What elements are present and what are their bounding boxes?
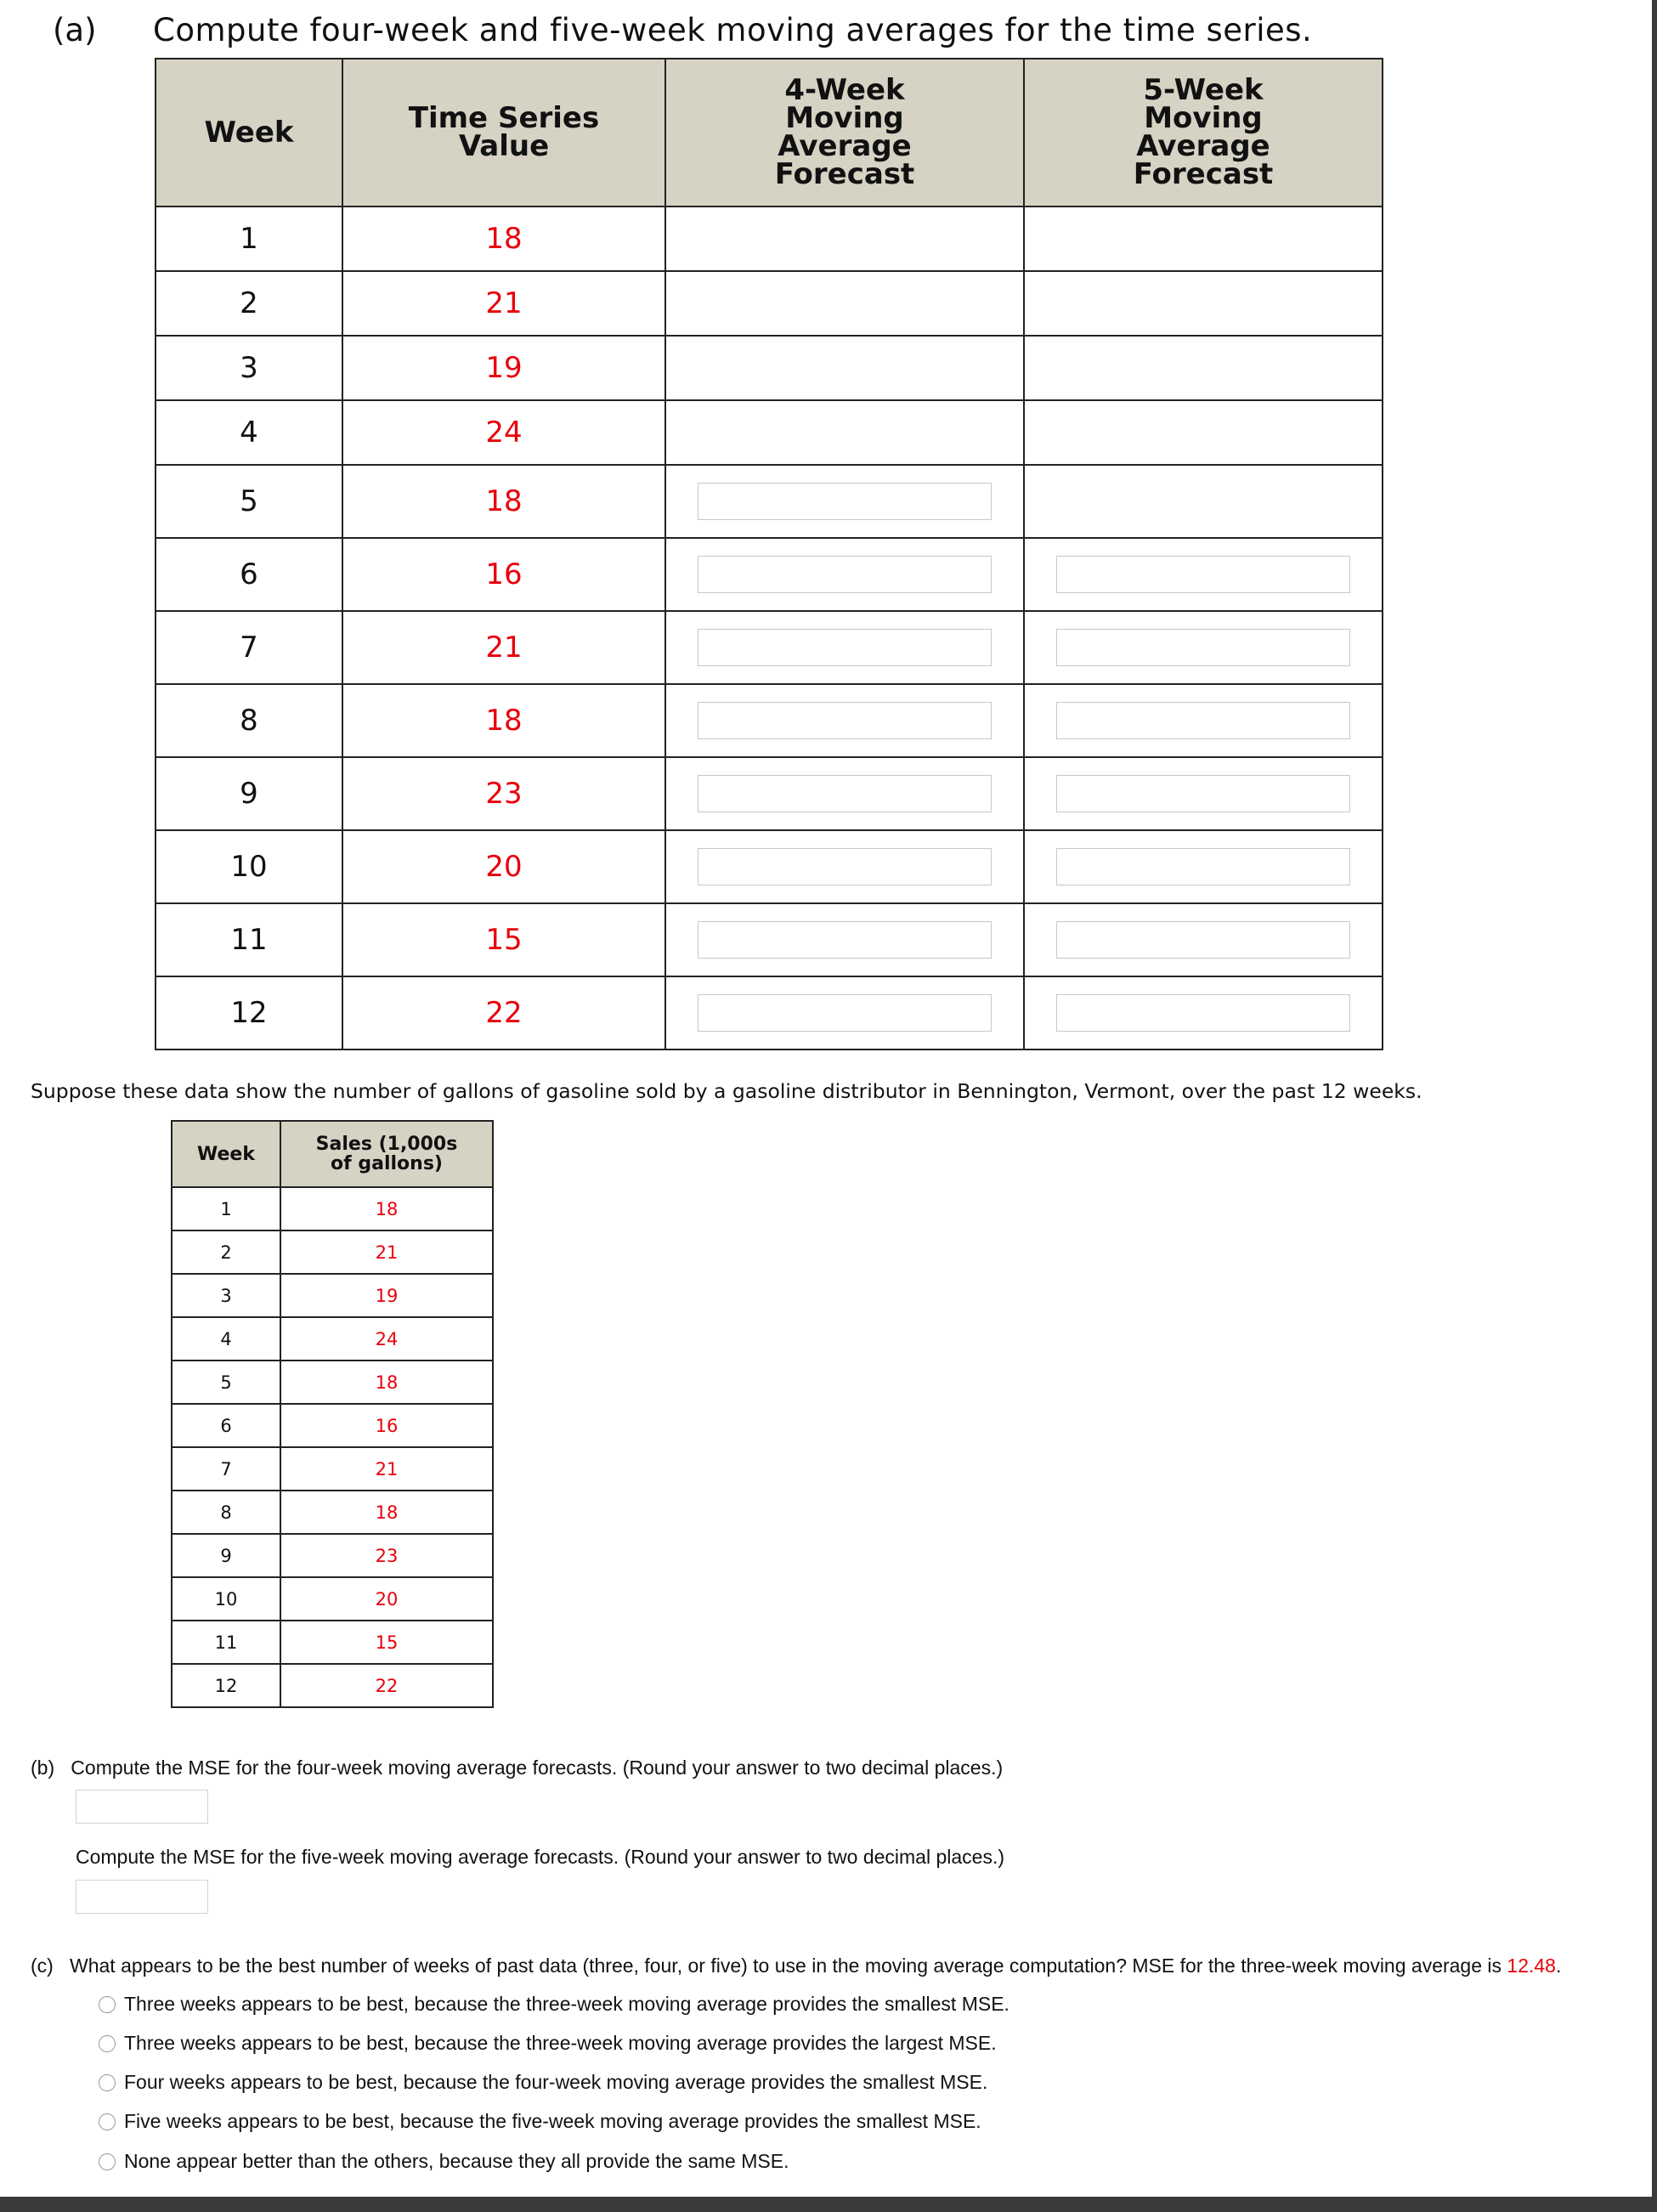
value-cell: 24 bbox=[342, 400, 665, 465]
week-cell: 5 bbox=[156, 465, 342, 538]
value-cell: 18 bbox=[342, 465, 665, 538]
sales-week-cell: 7 bbox=[172, 1447, 280, 1491]
week-cell: 6 bbox=[156, 538, 342, 611]
sales-week-cell: 3 bbox=[172, 1274, 280, 1317]
ma4-input[interactable] bbox=[698, 848, 992, 885]
ma5-cell bbox=[1024, 611, 1383, 684]
sales-row bbox=[172, 1447, 493, 1491]
ma5-input[interactable] bbox=[1056, 629, 1350, 666]
value-cell: 18 bbox=[342, 684, 665, 757]
ma5-cell bbox=[1024, 271, 1383, 336]
sales-week-cell: 5 bbox=[172, 1361, 280, 1404]
sales-week-cell: 12 bbox=[172, 1664, 280, 1707]
moving-average-table bbox=[155, 58, 1383, 1050]
option-2[interactable]: Three weeks appears to be best, because the three-week moving average provides the largest MSE. bbox=[99, 2032, 997, 2055]
ma4-input[interactable] bbox=[698, 775, 992, 812]
ma4-input[interactable] bbox=[698, 629, 992, 666]
ma4-input[interactable] bbox=[698, 556, 992, 593]
week-cell: 9 bbox=[156, 757, 342, 830]
sales-week-cell: 2 bbox=[172, 1230, 280, 1274]
sales-value-cell: 19 bbox=[280, 1274, 493, 1317]
header-week: Week bbox=[156, 59, 342, 206]
ma5-input[interactable] bbox=[1056, 848, 1350, 885]
week-cell: 7 bbox=[156, 611, 342, 684]
table-row bbox=[156, 684, 1383, 757]
radio-icon[interactable] bbox=[99, 2035, 116, 2052]
sales-week-cell: 6 bbox=[172, 1404, 280, 1447]
ma4-cell bbox=[665, 757, 1024, 830]
sales-row bbox=[172, 1534, 493, 1577]
ma5-cell bbox=[1024, 538, 1383, 611]
sales-row bbox=[172, 1664, 493, 1707]
week-cell: 8 bbox=[156, 684, 342, 757]
ma4-cell bbox=[665, 684, 1024, 757]
value-cell: 21 bbox=[342, 611, 665, 684]
value-cell: 20 bbox=[342, 830, 665, 903]
option-4[interactable]: Five weeks appears to be best, because the five-week moving average provides the smallest MSE. bbox=[99, 2110, 981, 2133]
ma4-cell bbox=[665, 611, 1024, 684]
radio-icon[interactable] bbox=[99, 2153, 116, 2170]
week-cell: 4 bbox=[156, 400, 342, 465]
week-cell: 2 bbox=[156, 271, 342, 336]
value-cell: 21 bbox=[342, 271, 665, 336]
sales-value-cell: 23 bbox=[280, 1534, 493, 1577]
ma5-cell bbox=[1024, 465, 1383, 538]
value-cell: 18 bbox=[342, 206, 665, 271]
table-row bbox=[156, 336, 1383, 400]
radio-icon[interactable] bbox=[99, 1996, 116, 2013]
radio-icon[interactable] bbox=[99, 2074, 116, 2091]
mse-4-week-input[interactable] bbox=[76, 1790, 208, 1824]
sales-value-cell: 18 bbox=[280, 1187, 493, 1230]
part-a-label: (a) bbox=[53, 12, 97, 48]
sales-row bbox=[172, 1491, 493, 1534]
table-row bbox=[156, 465, 1383, 538]
ma4-cell bbox=[665, 271, 1024, 336]
table-row bbox=[156, 611, 1383, 684]
ma4-input[interactable] bbox=[698, 921, 992, 959]
part-a-question: Compute four-week and five-week moving averages for the time series. bbox=[153, 12, 1313, 48]
ma5-cell bbox=[1024, 757, 1383, 830]
ma4-cell bbox=[665, 336, 1024, 400]
ma4-input[interactable] bbox=[698, 483, 992, 520]
sales-header-sales: Sales (1,000s of gallons) bbox=[280, 1121, 493, 1187]
sales-week-cell: 9 bbox=[172, 1534, 280, 1577]
header-time-series-value: Time Series Value bbox=[342, 59, 665, 206]
ma5-cell bbox=[1024, 976, 1383, 1049]
table-row bbox=[156, 206, 1383, 271]
value-cell: 19 bbox=[342, 336, 665, 400]
sales-row bbox=[172, 1404, 493, 1447]
sales-week-cell: 10 bbox=[172, 1577, 280, 1621]
window-frame-bottom bbox=[0, 2197, 1657, 2212]
ma4-cell bbox=[665, 206, 1024, 271]
sales-value-cell: 16 bbox=[280, 1404, 493, 1447]
ma4-cell bbox=[665, 976, 1024, 1049]
sales-table bbox=[171, 1120, 494, 1708]
sales-value-cell: 18 bbox=[280, 1361, 493, 1404]
ma5-input[interactable] bbox=[1056, 921, 1350, 959]
ma5-cell bbox=[1024, 903, 1383, 976]
ma5-cell bbox=[1024, 400, 1383, 465]
ma4-cell bbox=[665, 400, 1024, 465]
week-cell: 3 bbox=[156, 336, 342, 400]
table-row bbox=[156, 903, 1383, 976]
option-5[interactable]: None appear better than the others, because they all provide the same MSE. bbox=[99, 2150, 789, 2173]
sales-row bbox=[172, 1230, 493, 1274]
sales-row bbox=[172, 1577, 493, 1621]
part-b-question-1: (b) Compute the MSE for the four-week moving average forecasts. (Round your answer to two decimal places.) bbox=[31, 1757, 1004, 1779]
sales-row bbox=[172, 1274, 493, 1317]
week-cell: 10 bbox=[156, 830, 342, 903]
sales-value-cell: 20 bbox=[280, 1577, 493, 1621]
sales-week-cell: 8 bbox=[172, 1491, 280, 1534]
ma5-input[interactable] bbox=[1056, 994, 1350, 1032]
sales-row bbox=[172, 1187, 493, 1230]
mse-5-week-input[interactable] bbox=[76, 1880, 208, 1914]
ma4-cell bbox=[665, 830, 1024, 903]
ma5-input[interactable] bbox=[1056, 702, 1350, 739]
context-text: Suppose these data show the number of gallons of gasoline sold by a gasoline distributor in Bennington, Vermont, over the past 12 weeks. bbox=[31, 1079, 1422, 1103]
part-b-question-2: Compute the MSE for the five-week moving average forecasts. (Round your answer to two decimal places.) bbox=[76, 1846, 1004, 1868]
sales-value-cell: 24 bbox=[280, 1317, 493, 1361]
ma4-cell bbox=[665, 903, 1024, 976]
week-cell: 1 bbox=[156, 206, 342, 271]
sales-header-week: Week bbox=[172, 1121, 280, 1187]
radio-icon[interactable] bbox=[99, 2113, 116, 2130]
ma4-cell bbox=[665, 465, 1024, 538]
header-4-week-ma: 4-Week Moving Average Forecast bbox=[665, 59, 1024, 206]
value-cell: 22 bbox=[342, 976, 665, 1049]
part-c-question: (c) What appears to be the best number of weeks of past data (three, four, or five) to use in the moving average computation? MSE for the three-week moving average is 12.48. bbox=[31, 1955, 1562, 1977]
value-cell: 23 bbox=[342, 757, 665, 830]
sales-value-cell: 21 bbox=[280, 1230, 493, 1274]
mse-3-week-value: 12.48 bbox=[1507, 1955, 1556, 1977]
ma4-input[interactable] bbox=[698, 994, 992, 1032]
ma5-cell bbox=[1024, 830, 1383, 903]
sales-value-cell: 18 bbox=[280, 1491, 493, 1534]
ma4-input[interactable] bbox=[698, 702, 992, 739]
sales-row bbox=[172, 1361, 493, 1404]
value-cell: 15 bbox=[342, 903, 665, 976]
sales-value-cell: 15 bbox=[280, 1621, 493, 1664]
option-3[interactable]: Four weeks appears to be best, because the four-week moving average provides the smallest MSE. bbox=[99, 2071, 987, 2094]
sales-row bbox=[172, 1621, 493, 1664]
ma5-cell bbox=[1024, 206, 1383, 271]
week-cell: 11 bbox=[156, 903, 342, 976]
ma4-cell bbox=[665, 538, 1024, 611]
sales-week-cell: 1 bbox=[172, 1187, 280, 1230]
ma5-input[interactable] bbox=[1056, 775, 1350, 812]
table-row bbox=[156, 538, 1383, 611]
sales-value-cell: 21 bbox=[280, 1447, 493, 1491]
sales-value-cell: 22 bbox=[280, 1664, 493, 1707]
week-cell: 12 bbox=[156, 976, 342, 1049]
table-row bbox=[156, 830, 1383, 903]
table-row bbox=[156, 976, 1383, 1049]
table-row bbox=[156, 757, 1383, 830]
ma5-cell bbox=[1024, 336, 1383, 400]
option-1[interactable]: Three weeks appears to be best, because the three-week moving average provides the smallest MSE. bbox=[99, 1993, 1009, 2016]
ma5-input[interactable] bbox=[1056, 556, 1350, 593]
sales-row bbox=[172, 1317, 493, 1361]
header-5-week-ma: 5-Week Moving Average Forecast bbox=[1024, 59, 1383, 206]
sales-week-cell: 4 bbox=[172, 1317, 280, 1361]
ma5-cell bbox=[1024, 684, 1383, 757]
sales-week-cell: 11 bbox=[172, 1621, 280, 1664]
value-cell: 16 bbox=[342, 538, 665, 611]
window-frame-right bbox=[1652, 0, 1657, 2212]
table-row bbox=[156, 271, 1383, 336]
table-row bbox=[156, 400, 1383, 465]
